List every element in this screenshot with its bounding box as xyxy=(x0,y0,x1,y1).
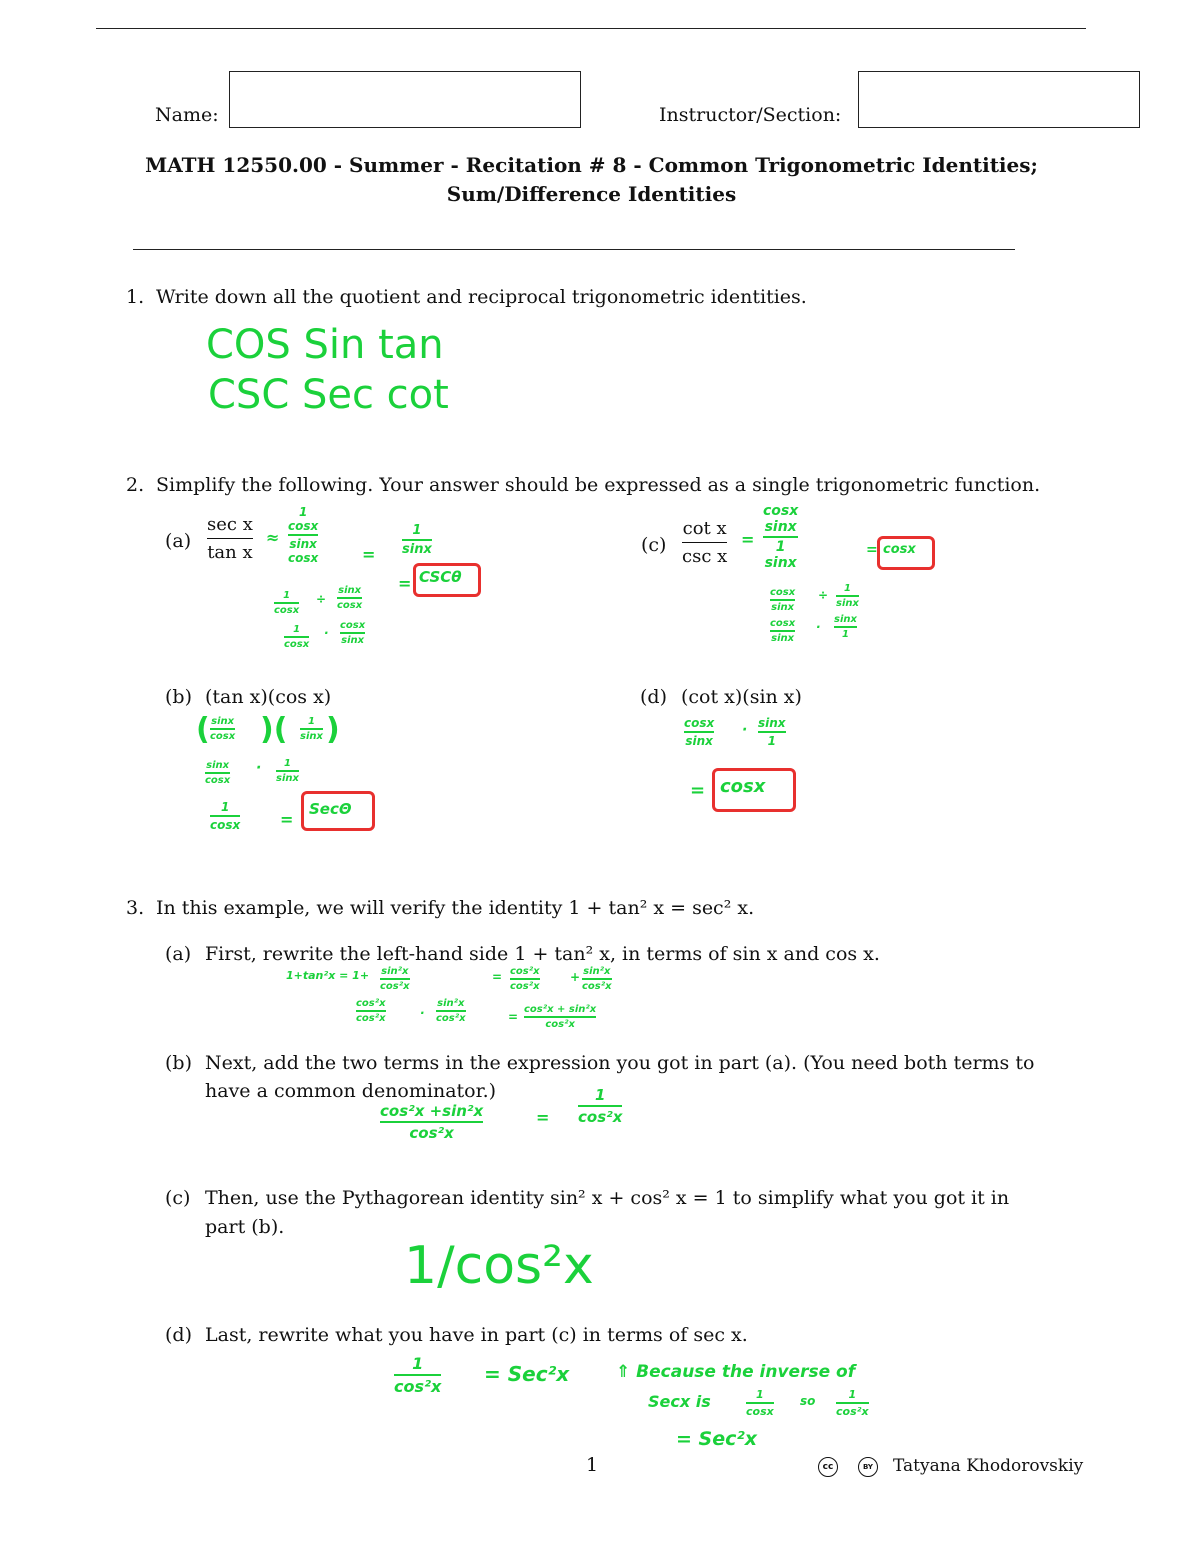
q1-handwriting-line2: CSC Sec cot xyxy=(208,372,449,418)
q2c-work-step1: cosx sinx 1 sinx xyxy=(763,503,799,571)
q3b-work-eq: = xyxy=(536,1108,550,1127)
q2b-work-step2: 1 sinx xyxy=(300,716,323,742)
q3-number: 3. xyxy=(126,897,145,919)
q3a-work-frac1: sin²x cos²x xyxy=(380,966,410,992)
q3b-text1: Next, add the two terms in the expression you got in part (a). (You need both terms to xyxy=(205,1052,1035,1074)
q2d-work-dot: · xyxy=(742,722,748,738)
q2a-denominator: tan x xyxy=(207,542,253,563)
q3c-handwriting: 1/cos²x xyxy=(404,1236,594,1296)
q3a-label: (a) xyxy=(165,943,192,965)
q1-number: 1. xyxy=(126,286,145,308)
cc-icon: cc xyxy=(818,1457,838,1477)
q2c-label: (c) xyxy=(641,534,667,556)
page-title-line2: Sum/Difference Identities xyxy=(446,182,737,206)
q2a-work-step4: sinx cosx xyxy=(337,585,363,611)
q3b-work-frac1: cos²x +sin²x cos²x xyxy=(380,1102,484,1142)
q2a-numerator: sec x xyxy=(207,514,253,535)
q2a-work-step1: 1 cosx sinx cosx xyxy=(288,505,319,565)
q3a-work-eq: = xyxy=(492,970,503,984)
page-number: 1 xyxy=(586,1454,599,1476)
q2a-work-eq3: = xyxy=(398,574,412,593)
q2d-label: (d) xyxy=(640,686,667,708)
q3a-work-eq2: = xyxy=(508,1010,519,1024)
q2c-fraction xyxy=(682,518,727,567)
q2b-work-dot: · xyxy=(256,760,262,776)
name-label: Name: xyxy=(155,104,219,126)
name-field[interactable] xyxy=(229,71,581,128)
q2d-work-eq: = xyxy=(690,780,706,801)
page-title-line1: MATH 12550.00 - Summer - Recitation # 8 - Common Trigonometric Identities; xyxy=(145,153,1038,177)
q3d-work-frac3: 1 cos²x xyxy=(836,1388,869,1418)
q3a-work-frac5: sin²x cos²x xyxy=(436,998,466,1024)
q3d-text: Last, rewrite what you have in part (c) in terms of sec x. xyxy=(205,1324,748,1346)
q2b-work-paren3: ) xyxy=(326,712,340,747)
q3c-text1: Then, use the Pythagorean identity sin² x + cos² x = 1 to simplify what you got it in xyxy=(205,1187,1010,1209)
q3d-work-frac: 1 cos²x xyxy=(394,1354,442,1396)
q2d-work-step2: sinx 1 xyxy=(758,716,786,748)
q2c-answer: cosx xyxy=(883,542,916,557)
q3a-work-line1: 1+tan²x = 1+ xyxy=(286,969,370,982)
top-rule xyxy=(96,28,1086,29)
q3b-work-frac2: 1 cos²x xyxy=(578,1086,623,1126)
q2c-work-step2: cosx sinx xyxy=(770,587,796,613)
q2c-denominator: csc x xyxy=(682,546,728,567)
title-rule xyxy=(133,249,1015,250)
q2c-numerator: cot x xyxy=(682,518,727,539)
q2b-work-step4: 1 sinx xyxy=(276,758,299,784)
q3d-label: (d) xyxy=(165,1324,192,1346)
q2b-label: (b) xyxy=(165,686,192,708)
by-icon: BY xyxy=(858,1457,878,1477)
q2b-work-step3: sinx cosx xyxy=(205,760,231,786)
q3d-work-line4: = Sec²x xyxy=(676,1428,757,1450)
q3a-work-frac2: cos²x cos²x xyxy=(510,966,540,992)
q2c-work-dot: · xyxy=(816,620,821,634)
q3a-work-frac4: cos²x cos²x xyxy=(356,998,386,1024)
q2b-work-eq: = xyxy=(280,810,294,829)
q2a-answer: CSCθ xyxy=(419,568,462,586)
q3d-work-line2: ⇑ Because the inverse of xyxy=(616,1362,856,1382)
q2-text: Simplify the following. Your answer should be expressed as a single trigonometric function. xyxy=(156,474,1041,496)
q2b-work-step5: 1 cosx xyxy=(210,800,241,832)
q3d-work-so: so xyxy=(800,1394,816,1408)
q3a-work-frac6: cos²x + sin²x cos²x xyxy=(524,1004,597,1030)
q2a-fraction xyxy=(207,514,253,563)
q2b-work-paren2: )( xyxy=(260,712,288,747)
q3d-work-frac2: 1 cosx xyxy=(746,1388,774,1418)
q3a-work-dot: · xyxy=(420,1006,425,1020)
author-name: Tatyana Khodorovskiy xyxy=(893,1456,1084,1476)
q2b-work-paren: ( xyxy=(196,712,210,747)
q2c-work-eq2: = xyxy=(866,542,878,558)
q2a-work-step6: cosx sinx xyxy=(340,620,366,646)
q2d-work-step1: cosx sinx xyxy=(684,716,715,748)
q3a-text: First, rewrite the left-hand side 1 + tan² x, in terms of sin x and cos x. xyxy=(205,943,880,965)
instructor-field[interactable] xyxy=(858,71,1140,128)
q3a-work-frac3: sin²x cos²x xyxy=(582,966,612,992)
instructor-label: Instructor/Section: xyxy=(659,104,842,126)
q2a-work-step2: 1 sinx xyxy=(402,523,432,557)
q1-text: Write down all the quotient and reciprocal trigonometric identities. xyxy=(156,286,807,308)
q3b-text2: have a common denominator.) xyxy=(205,1080,497,1102)
q3c-text2: part (b). xyxy=(205,1216,285,1238)
q3d-work-line1: = Sec²x xyxy=(484,1362,570,1386)
q2a-work-eq: ≈ xyxy=(266,528,280,547)
q2c-work-div: ÷ xyxy=(818,588,829,602)
q3a-work-plus: + xyxy=(570,970,581,984)
q3-intro: In this example, we will verify the identity 1 + tan² x = sec² x. xyxy=(156,897,755,919)
q2b-answer: SecΘ xyxy=(309,800,352,818)
q2a-label: (a) xyxy=(165,530,192,552)
q2c-work-eq: = xyxy=(741,530,755,549)
q1-handwriting-line1: COS Sin tan xyxy=(206,322,444,368)
q2c-work-step5: sinx 1 xyxy=(834,614,857,640)
q2a-work-div: ÷ xyxy=(316,592,327,606)
q2a-work-step3: 1 cosx xyxy=(274,590,300,616)
q2b-work-step1: sinx cosx xyxy=(210,716,236,742)
q2a-work-step5: 1 cosx xyxy=(284,624,310,650)
q2c-work-step3: 1 sinx xyxy=(836,583,859,609)
q3d-work-line3: Secx is xyxy=(648,1392,711,1411)
q3c-label: (c) xyxy=(165,1187,191,1209)
q2d-answer: cosx xyxy=(720,776,766,797)
q2b-expression: (tan x)(cos x) xyxy=(205,686,332,708)
q2c-work-step4: cosx sinx xyxy=(770,618,796,644)
q2d-expression: (cot x)(sin x) xyxy=(681,686,802,708)
q2-number: 2. xyxy=(126,474,145,496)
q3b-label: (b) xyxy=(165,1052,192,1074)
q2a-work-dot: · xyxy=(324,626,329,640)
q2a-work-eq2: = xyxy=(362,545,376,564)
